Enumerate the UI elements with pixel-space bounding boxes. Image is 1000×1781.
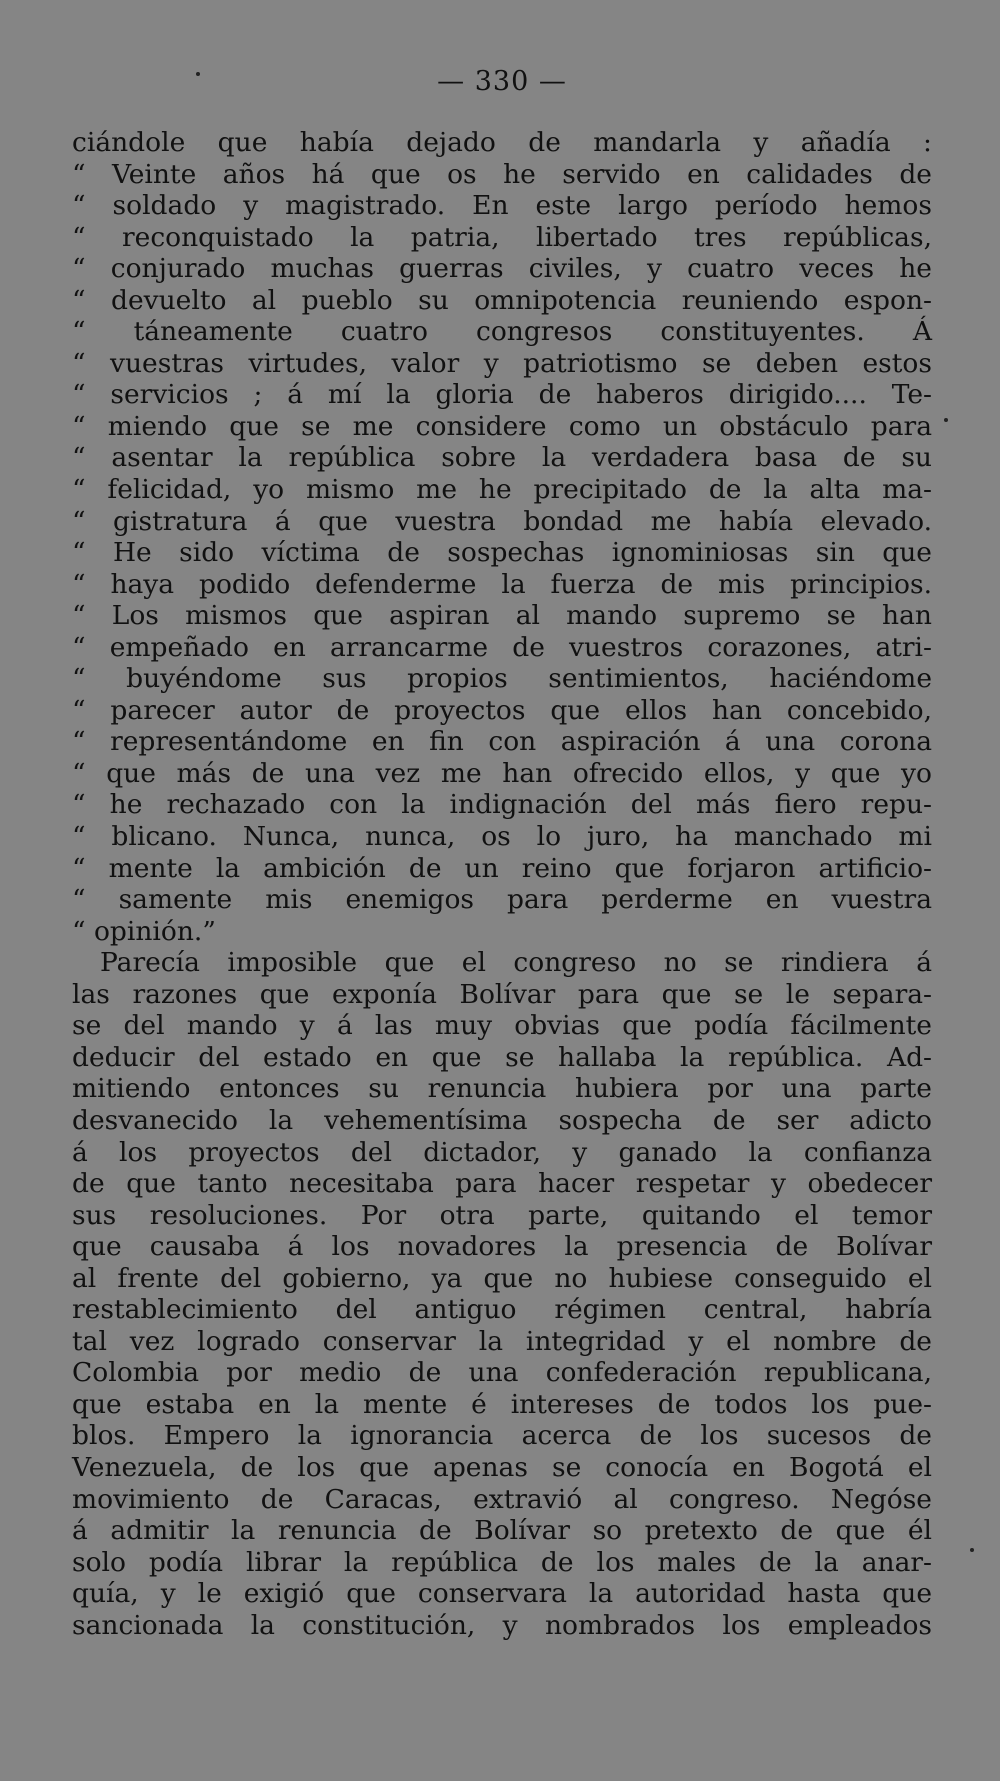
text-line: “ que más de una vez me han ofrecido ellos, y que yo: [72, 757, 932, 789]
text-line: desvanecido la vehementísima sospecha de ser adicto: [72, 1104, 932, 1136]
text-line: “ devuelto al pueblo su omnipotencia reuniendo espon-: [72, 284, 932, 316]
text-line: de que tanto necesitaba para hacer respetar y obedecer: [72, 1168, 932, 1200]
text-line: “ conjurado muchas guerras civiles, y cuatro veces he: [72, 253, 932, 285]
text-line: se del mando y á las muy obvias que podía fácilmente: [72, 1010, 932, 1042]
text-line: “ táneamente cuatro congresos constituyentes. Á: [72, 316, 932, 348]
text-line: “ buyéndome sus propios sentimientos, haciéndome: [72, 663, 932, 695]
text-line: “ He sido víctima de sospechas ignominiosas sin que: [72, 537, 932, 569]
text-line: “ parecer autor de proyectos que ellos han concebido,: [72, 694, 932, 726]
text-line: á admitir la renuncia de Bolívar so pretexto de que él: [72, 1515, 932, 1547]
text-line: solo podía librar la república de los males de la anar-: [72, 1546, 932, 1578]
text-line: “ soldado y magistrado. En este largo período hemos: [72, 190, 932, 222]
text-line: blos. Empero la ignorancia acerca de los sucesos de: [72, 1420, 932, 1452]
text-line: deducir del estado en que se hallaba la república. Ad-: [72, 1041, 932, 1073]
text-line: “ mente la ambición de un reino que forjaron artificio-: [72, 852, 932, 884]
text-line: que estaba en la mente é intereses de todos los pue-: [72, 1388, 932, 1420]
text-line: sancionada la constitución, y nombrados los empleados: [72, 1609, 932, 1641]
text-line: “ vuestras virtudes, valor y patriotismo se deben estos: [72, 347, 932, 379]
text-line: movimiento de Caracas, extravió al congreso. Negóse: [72, 1483, 932, 1515]
print-speck: [970, 1548, 974, 1552]
page-number: — 330 —: [437, 66, 567, 97]
text-line: mitiendo entonces su renuncia hubiera por una parte: [72, 1073, 932, 1105]
text-line: ciándole que había dejado de mandarla y añadía :: [72, 127, 932, 158]
text-line: “ reconquistado la patria, libertado tres repúblicas,: [72, 221, 932, 253]
text-line: tal vez logrado conservar la integridad y el nombre de: [72, 1325, 932, 1357]
text-line: Venezuela, de los que apenas se conocía en Bogotá el: [72, 1451, 932, 1483]
text-line: “ opinión.”: [72, 915, 216, 947]
text-line: sus resoluciones. Por otra parte, quitando el temor: [72, 1199, 932, 1231]
text-line: á los proyectos del dictador, y ganado la confianza: [72, 1136, 932, 1168]
text-line: quía, y le exigió que conservara la autoridad hasta que: [72, 1578, 932, 1610]
text-line: “ felicidad, yo mismo me he precipitado de la alta ma-: [72, 474, 932, 506]
text-line: “ samente mis enemigos para perderme en vuestra: [72, 884, 932, 916]
text-line: “ blicano. Nunca, nunca, os lo juro, ha manchado mi: [72, 821, 932, 853]
text-line: que causaba á los novadores la presencia de Bolívar: [72, 1231, 932, 1263]
text-line: al frente del gobierno, ya que no hubiese conseguido el: [72, 1262, 932, 1294]
text-line: Colombia por medio de una confederación republicana,: [72, 1357, 932, 1389]
text-line: “ asentar la república sobre la verdadera basa de su: [72, 442, 932, 474]
print-speck: [196, 72, 200, 76]
text-line: “ he rechazado con la indignación del más fiero repu-: [72, 789, 932, 821]
text-line: “ representándome en fin con aspiración á una corona: [72, 726, 932, 758]
text-line: restablecimiento del antiguo régimen central, habría: [72, 1294, 932, 1326]
text-line: “ servicios ; á mí la gloria de haberos dirigido.... Te-: [72, 379, 932, 411]
text-line: las razones que exponía Bolívar para que se le separa-: [72, 978, 932, 1010]
text-line: “ haya podido defenderme la fuerza de mis principios.: [72, 568, 932, 600]
text-line: “ gistratura á que vuestra bondad me había elevado.: [72, 505, 932, 537]
body-text: [72, 127, 932, 1641]
text-line: “ miendo que se me considere como un obstáculo para: [72, 410, 932, 442]
text-line: “ Los mismos que aspiran al mando supremo se han: [72, 600, 932, 632]
print-speck: [944, 418, 948, 422]
text-line: Parecía imposible que el congreso no se rindiera á: [100, 947, 932, 979]
text-line: “ Veinte años há que os he servido en calidades de: [72, 158, 932, 190]
text-line: “ empeñado en arrancarme de vuestros corazones, atri-: [72, 631, 932, 663]
book-page: [72, 58, 932, 1738]
